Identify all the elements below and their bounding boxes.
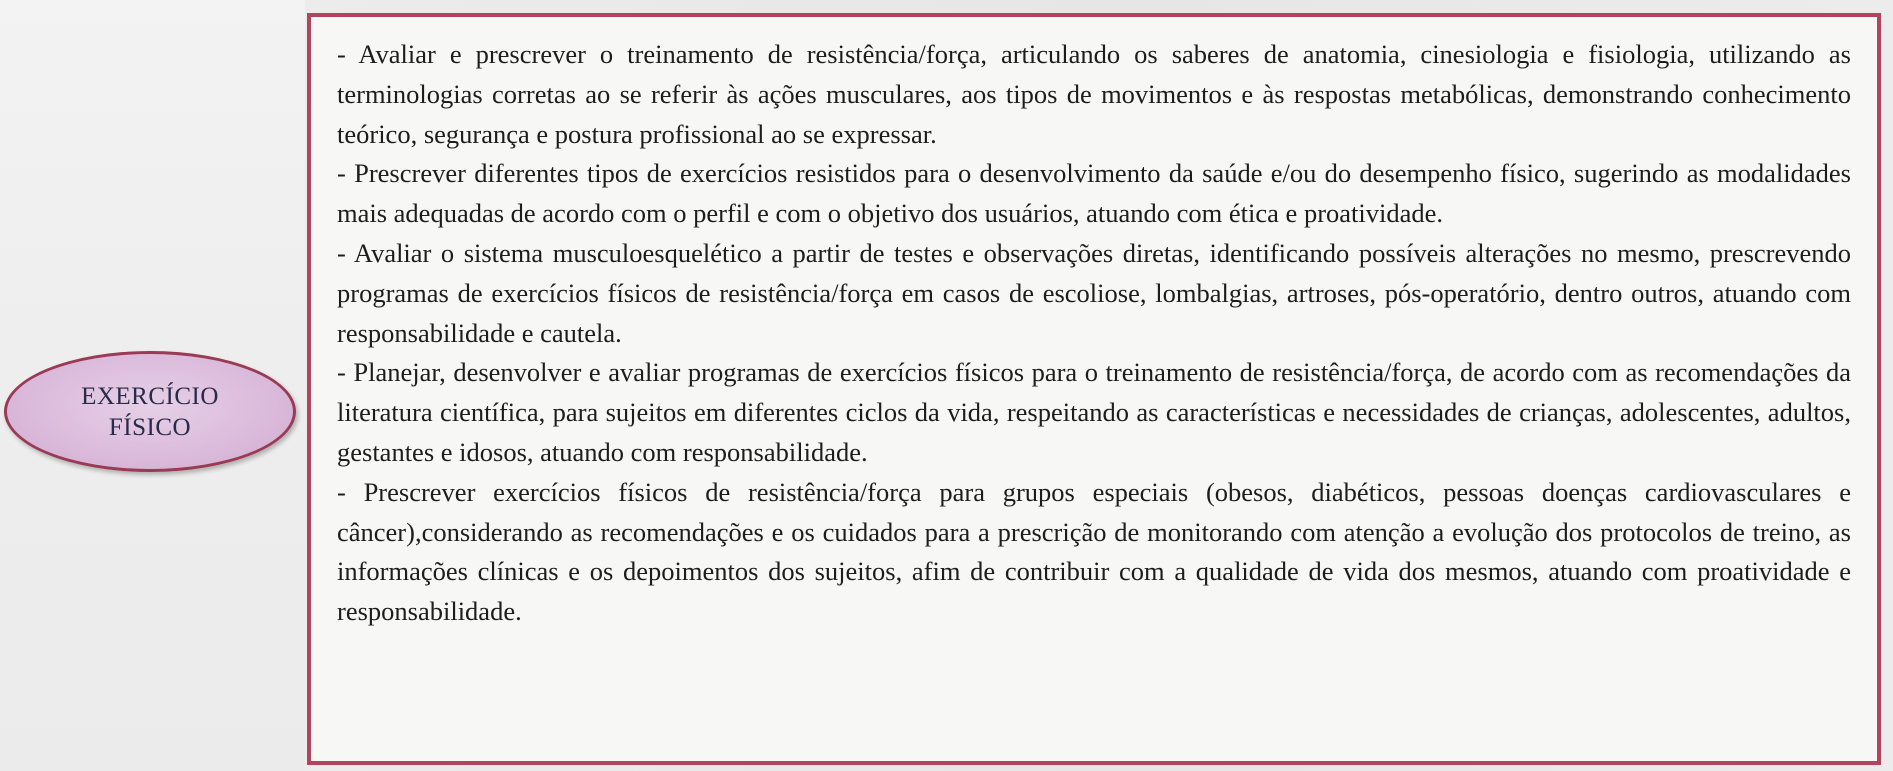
competency-item: - Prescrever diferentes tipos de exercícios resistidos para o desenvolvimento da saúde e/ou do desempenho físico, sugerindo as modalidades mais adequadas de acordo com o perfil e com o objetivo dos usuários, atuando com ética e proatividade. bbox=[337, 158, 1851, 229]
left-column bbox=[0, 0, 305, 771]
competency-item: - Avaliar e prescrever o treinamento de resistência/força, articulando os saberes de anatomia, cinesiologia e fisiologia, utilizando as terminologias corretas ao se referir às ações musculares, aos tipos de movimentos e às respostas metabólicas, demonstrando conhecimento teórico, segurança e postura profissional ao se expressar. bbox=[337, 39, 1851, 149]
competency-item: - Avaliar o sistema musculoesquelético a partir de testes e observações diretas, identificando possíveis alterações no mesmo, prescrevendo programas de exercícios físicos de resistência/força em casos de escoliose, lombalgias, artroses, pós-operatório, dentro outros, atuando com responsabilidade e cautela. bbox=[337, 237, 1851, 348]
category-label-line2: FÍSICO bbox=[108, 413, 192, 441]
category-ellipse bbox=[4, 351, 296, 472]
competency-item: - Prescrever exercícios físicos de resistência/força para grupos especiais (obesos, diabéticos, pessoas doenças cardiovasculares e câncer),considerando as recomendações e os cuidados para a prescrição de monitorando com atenção a evolução dos protocolos de treino, as informações clínicas e os depoimentos dos sujeitos, afim de contribuir com a qualidade de vida dos mesmos, atuando com proatividade e responsabilidade. bbox=[337, 476, 1851, 627]
competency-item: - Planejar, desenvolver e avaliar programas de exercícios físicos para o treinamento de resistência/força, de acordo com as recomendações da literatura científica, para sujeitos em diferentes ciclos da vida, respeitando as características e necessidades de crianças, adolescentes, adultos, gestantes e idosos, atuando com responsabilidade. bbox=[337, 357, 1851, 467]
competencies-box bbox=[307, 13, 1881, 765]
category-label-line1: EXERCÍCIO bbox=[81, 382, 219, 410]
